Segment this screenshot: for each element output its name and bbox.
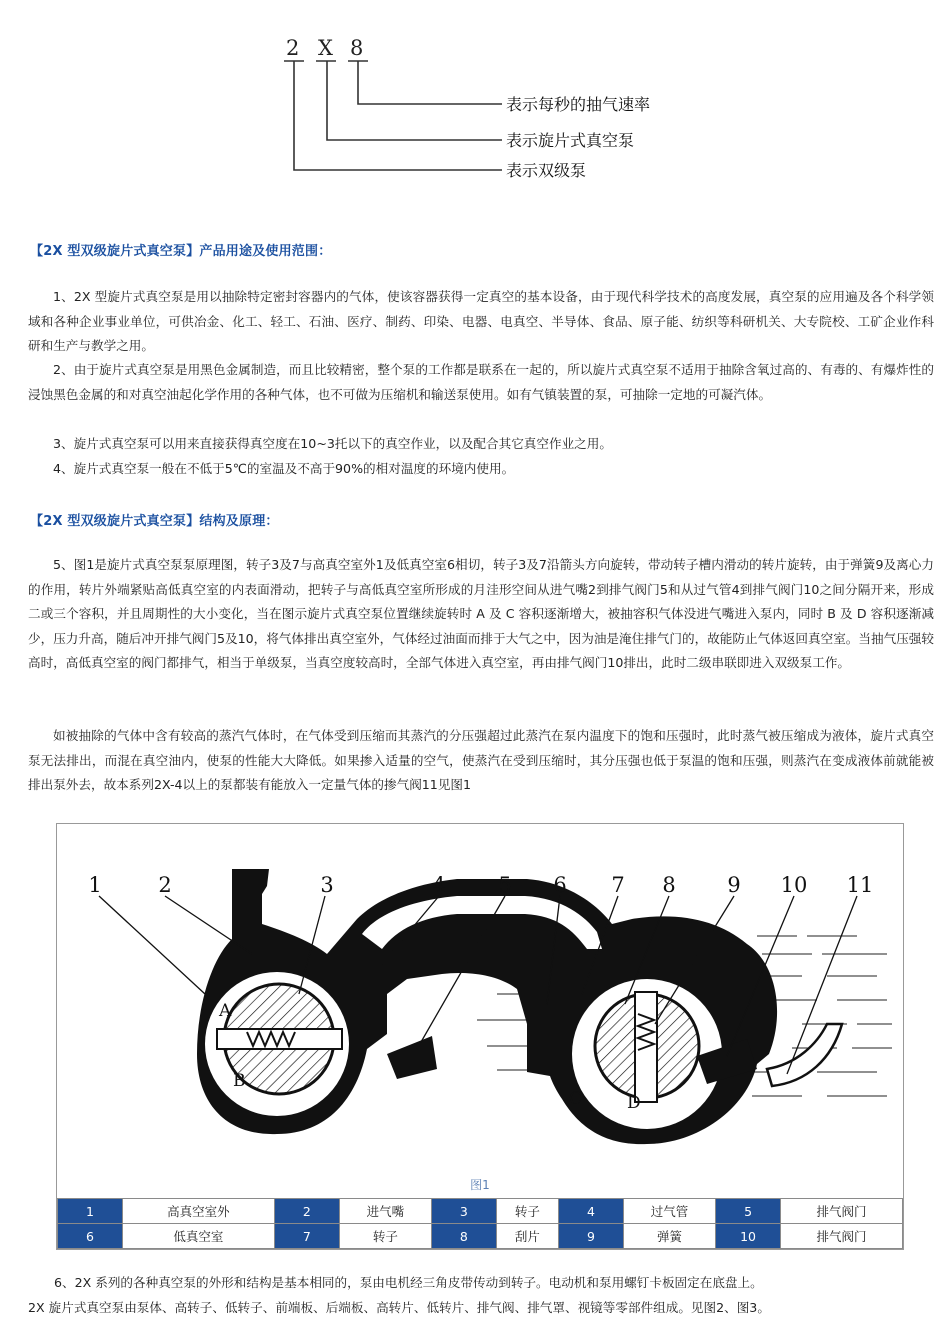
legend-row bbox=[58, 1224, 903, 1249]
chamber-letter-c: C bbox=[569, 1089, 583, 1109]
figure-1 bbox=[56, 823, 904, 1250]
chamber-letter-d: D bbox=[627, 1093, 641, 1113]
legend-num: 10 bbox=[716, 1224, 781, 1249]
paragraph-3: 3、旋片式真空泵可以用来直接获得真空度在10~3托以下的真空作业，以及配合其它真空作业之用。 bbox=[53, 436, 612, 451]
callout-8: 8 bbox=[662, 873, 676, 897]
callout-6: 6 bbox=[553, 873, 567, 897]
code-label-double: 表示双级泵 bbox=[506, 161, 587, 180]
leader-line-rotary bbox=[327, 61, 502, 140]
figure-caption: 图1 bbox=[470, 1178, 490, 1192]
structure-section-title: 【2X 型双级旋片式真空泵】结构及原理： bbox=[30, 514, 279, 529]
paragraph-7-line-2: 2X 旋片式真空泵由泵体、高转子、低转子、前端板、后端板、高转片、低转片、排气阀、排气罩、视镜等零部件组成。见图2、图3。 bbox=[28, 1300, 770, 1315]
callout-3: 3 bbox=[320, 873, 334, 897]
legend-name: 进气嘴 bbox=[339, 1199, 431, 1224]
legend-num: 4 bbox=[559, 1199, 624, 1224]
legend-row bbox=[58, 1199, 903, 1224]
legend-num: 6 bbox=[58, 1224, 123, 1249]
ballast-valve-11 bbox=[767, 1024, 842, 1086]
code-char-x: X bbox=[318, 36, 333, 60]
legend-num: 7 bbox=[274, 1224, 339, 1249]
callout-2: 2 bbox=[158, 873, 172, 897]
legend-num: 9 bbox=[559, 1224, 624, 1249]
paragraph-1: 1、2X 型旋片式真空泵是用以抽除特定密封容器内的气体，使该容器获得一定真空的基本设备，由于现代科学技术的高度发展，真空泵的应用遍及各个科学领域和各种企业事业单位，可供冶金、化工、轻工、石油、医疗、制药、印染、电器、电真空、半导体、食品、原子能、纺织等科研机关、大专院校、工矿企业作科研和生产与教学之用。 bbox=[28, 289, 934, 353]
legend-num: 2 bbox=[274, 1199, 339, 1224]
pump-diagram bbox=[57, 824, 903, 1174]
model-code-diagram bbox=[270, 30, 730, 190]
paragraph-7-line-1: 6、2X 系列的各种真空泵的外形和结构是基本相同的，泵由电机经三角皮带传动到转子。电动机和泵用螺钉卡板固定在底盘上。 bbox=[54, 1275, 763, 1290]
code-label-speed: 表示每秒的抽气速率 bbox=[506, 95, 651, 114]
paragraph-5: 5、图1是旋片式真空泵泵原理图，转子3及7与高真空室外1及低真空室6相切，转子3及7沿箭头方向旋转，带动转子槽内滑动的转片旋转，由于弹簧9及离心力的作用，转片外端紧贴高低真空室的内表面滑动，把转子与高低真空室所形成的月洼形空间从进气嘴2到排气阀门5和从过气管4到排气阀门10之间分隔开来，形成二或三个容积，并且周期性的大小变化，当在图示旋片式真空泵位置继续旋转时 A 及 C 容积逐渐增大，被抽容积气体没进气嘴进入泵内，同时 B 及 D 容积逐渐减少，压力升高，随后冲开排气阀门5及10，将气体排出真空室外，气体经过油面而排于大气之中，因为油是淹住排气门的，故能防止气体返回真空室。当抽气压强较高时，高低真空室的阀门都排气，相当于单级泵，当真空度较高时，全部气体进入真空室，再由排气阀门10排出，此时二级串联即进入双级泵工作。 bbox=[28, 557, 934, 670]
legend-name: 排气阀门 bbox=[781, 1199, 903, 1224]
callout-7: 7 bbox=[611, 873, 625, 897]
legend-num: 3 bbox=[431, 1199, 496, 1224]
callout-11: 11 bbox=[846, 873, 874, 897]
callout-9: 9 bbox=[727, 873, 741, 897]
legend-name: 排气阀门 bbox=[781, 1224, 903, 1249]
leader-line-speed bbox=[358, 61, 502, 104]
code-char-2: 2 bbox=[286, 36, 300, 60]
legend-num: 5 bbox=[716, 1199, 781, 1224]
chamber-letter-b: B bbox=[233, 1071, 246, 1091]
exhaust-valve-5 bbox=[387, 1036, 437, 1079]
legend-table bbox=[57, 1198, 903, 1249]
legend-name: 转子 bbox=[339, 1224, 431, 1249]
paragraph-6: 如被抽除的气体中含有较高的蒸汽气体时，在气体受到压缩而其蒸汽的分压强超过此蒸汽在泵内温度下的饱和压强时，此时蒸气被压缩成为液体，旋片式真空泵无法排出，而混在真空油内，使泵的性能大大降低。如果掺入适量的空气，使蒸汽在受到压缩时，其分压强也低于泵温的饱和压强，则蒸汽在变成液体前就能被排出泵外去，故本系列2X-4以上的泵都装有能放入一定量气体的掺气阀11见图1 bbox=[28, 728, 934, 792]
legend-num: 8 bbox=[431, 1224, 496, 1249]
legend-name: 高真空室外 bbox=[123, 1199, 275, 1224]
callout-4: 4 bbox=[432, 873, 446, 897]
usage-section-title: 【2X 型双级旋片式真空泵】产品用途及使用范围： bbox=[30, 244, 332, 259]
code-label-rotary: 表示旋片式真空泵 bbox=[506, 131, 635, 150]
callout-1: 1 bbox=[88, 873, 102, 897]
legend-name: 过气管 bbox=[624, 1199, 716, 1224]
legend-name: 刮片 bbox=[496, 1224, 558, 1249]
code-char-8: 8 bbox=[350, 36, 364, 60]
legend-name: 弹簧 bbox=[624, 1224, 716, 1249]
legend-num: 1 bbox=[58, 1199, 123, 1224]
chamber-letter-a: A bbox=[219, 1001, 232, 1021]
paragraph-4: 4、旋片式真空泵一般在不低于5℃的室温及不高于90%的相对温度的环境内使用。 bbox=[53, 461, 515, 476]
paragraph-2: 2、由于旋片式真空泵是用黑色金属制造，而且比较精密，整个泵的工作都是联系在一起的，所以旋片式真空泵不适用于抽除含氧过高的、有毒的、有爆炸性的浸蚀黑色金属的和对真空油起化学作用的各种气体，也不可做为压缩机和输送泵使用。如有气镇装置的泵，可抽除一定地的可凝汽体。 bbox=[28, 362, 934, 402]
legend-name: 低真空室 bbox=[123, 1224, 275, 1249]
legend-name: 转子 bbox=[496, 1199, 558, 1224]
leader-line-double bbox=[294, 61, 502, 170]
callout-5: 5 bbox=[498, 873, 512, 897]
callout-10: 10 bbox=[780, 873, 808, 897]
